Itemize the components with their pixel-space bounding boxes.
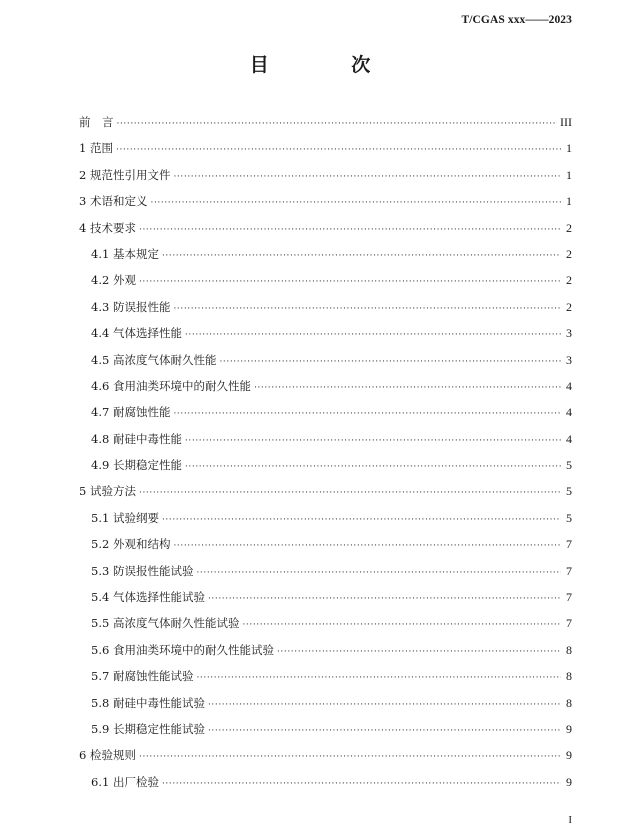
toc-entry-page: 1	[566, 141, 572, 156]
toc-entry-label: 1 范围	[79, 141, 113, 156]
toc-entry[interactable]	[79, 426, 572, 452]
dot-leader	[173, 401, 561, 427]
toc-entry-page: 1	[566, 167, 572, 182]
toc-entry-label: 5.3 防误报性能试验	[91, 563, 194, 578]
toc-entry[interactable]	[79, 452, 572, 478]
toc-entry-page: 3	[566, 352, 572, 367]
page-number: I	[568, 814, 572, 826]
toc-entry-page: 7	[566, 563, 572, 578]
dot-leader	[162, 771, 561, 797]
toc-entry-page: 5	[566, 484, 572, 499]
toc-entry-page: 5	[566, 458, 572, 473]
toc-entry[interactable]	[79, 373, 572, 399]
dot-leader	[150, 190, 561, 216]
toc-entry[interactable]	[79, 215, 572, 241]
dot-leader	[139, 744, 561, 770]
toc-entry[interactable]	[79, 162, 572, 188]
toc-entry-label: 5.8 耐硅中毒性能试验	[91, 695, 205, 710]
toc-entry-label: 4.8 耐硅中毒性能	[91, 431, 182, 446]
dot-leader	[254, 375, 561, 401]
toc-entry-label: 5.6 食用油类环境中的耐久性能试验	[91, 642, 274, 657]
toc-entry-page: 8	[566, 695, 572, 710]
toc-entry[interactable]	[79, 188, 572, 214]
toc-entry[interactable]	[79, 478, 572, 504]
toc-entry-label: 3 术语和定义	[79, 194, 148, 209]
toc-entry-page: 9	[566, 721, 572, 736]
toc-entry[interactable]	[79, 663, 572, 689]
toc-entry-page: 1	[566, 194, 572, 209]
toc-entry-page: 2	[566, 273, 572, 288]
dot-leader	[185, 322, 561, 348]
toc-entry-label: 前 言	[79, 115, 114, 129]
dot-leader	[208, 586, 561, 612]
dot-leader	[139, 269, 561, 295]
toc-entry[interactable]	[79, 294, 572, 320]
toc-entry[interactable]	[79, 584, 572, 610]
toc-entry-label: 4.1 基本规定	[91, 246, 159, 261]
toc-entry[interactable]	[79, 610, 572, 636]
toc-entry-page: 5	[566, 510, 572, 525]
dot-leader	[162, 243, 561, 269]
dot-leader	[196, 665, 561, 691]
toc-entry-page: 2	[566, 299, 572, 314]
dot-leader	[139, 217, 561, 243]
toc-entry-page: III	[560, 115, 572, 129]
toc-entry-label: 5.5 高浓度气体耐久性能试验	[91, 616, 240, 631]
toc-entry-label: 2 规范性引用文件	[79, 167, 171, 182]
toc-entry[interactable]	[79, 690, 572, 716]
toc-entry-label: 4.6 食用油类环境中的耐久性能	[91, 378, 251, 393]
toc-title: 目 次	[249, 54, 409, 76]
toc-entry-label: 5.7 耐腐蚀性能试验	[91, 669, 194, 684]
dot-leader	[173, 164, 561, 190]
toc-entry-label: 4.4 气体选择性能	[91, 326, 182, 341]
toc-entry-page: 9	[566, 774, 572, 789]
toc-entry[interactable]	[79, 531, 572, 557]
toc-entry-label: 6 检验规则	[79, 748, 136, 763]
dot-leader	[185, 428, 561, 454]
toc-entry-page: 8	[566, 642, 572, 657]
toc-entry-page: 2	[566, 220, 572, 235]
toc-entry-label: 4.5 高浓度气体耐久性能	[91, 352, 217, 367]
toc-entry-label: 4.9 长期稳定性能	[91, 458, 182, 473]
dot-leader	[196, 560, 561, 586]
toc-entry[interactable]	[79, 505, 572, 531]
toc-entry-page: 3	[566, 326, 572, 341]
toc-entry-label: 4 技术要求	[79, 220, 136, 235]
toc-entry[interactable]	[79, 742, 572, 768]
toc-entry-label: 5.2 外观和结构	[91, 537, 171, 552]
toc-entry-label: 4.3 防误报性能	[91, 299, 171, 314]
toc-entry-label: 4.7 耐腐蚀性能	[91, 405, 171, 420]
toc-entry[interactable]	[79, 769, 572, 795]
toc-entry-page: 4	[566, 431, 572, 446]
toc-entry[interactable]	[79, 241, 572, 267]
toc-entry-page: 4	[566, 405, 572, 420]
document-code: T/CGAS xxx——2023	[461, 14, 572, 26]
toc-entry[interactable]	[79, 267, 572, 293]
dot-leader	[208, 692, 561, 718]
dot-leader	[117, 111, 558, 137]
table-of-contents	[79, 109, 572, 795]
toc-entry-page: 4	[566, 378, 572, 393]
dot-leader	[185, 454, 561, 480]
toc-entry-label: 4.2 外观	[91, 273, 136, 288]
toc-entry-label: 5 试验方法	[79, 484, 136, 499]
toc-entry[interactable]	[79, 399, 572, 425]
toc-entry[interactable]	[79, 109, 572, 135]
toc-entry-label: 6.1 出厂检验	[91, 774, 159, 789]
toc-entry-page: 9	[566, 748, 572, 763]
toc-entry-label: 5.4 气体选择性能试验	[91, 590, 205, 605]
toc-entry-page: 7	[566, 537, 572, 552]
toc-entry-label: 5.9 长期稳定性能试验	[91, 721, 205, 736]
toc-entry[interactable]	[79, 135, 572, 161]
dot-leader	[277, 639, 561, 665]
dot-leader	[162, 507, 561, 533]
toc-entry[interactable]	[79, 347, 572, 373]
toc-entry[interactable]	[79, 716, 572, 742]
toc-entry[interactable]	[79, 558, 572, 584]
toc-entry[interactable]	[79, 637, 572, 663]
toc-entry-page: 2	[566, 246, 572, 261]
dot-leader	[208, 718, 561, 744]
dot-leader	[173, 533, 561, 559]
toc-entry-page: 7	[566, 590, 572, 605]
toc-entry[interactable]	[79, 320, 572, 346]
toc-entry-page: 7	[566, 616, 572, 631]
dot-leader	[219, 349, 561, 375]
toc-entry-page: 8	[566, 669, 572, 684]
dot-leader	[242, 612, 561, 638]
dot-leader	[173, 296, 561, 322]
toc-entry-label: 5.1 试验纲要	[91, 510, 159, 525]
dot-leader	[139, 480, 561, 506]
dot-leader	[116, 137, 561, 163]
